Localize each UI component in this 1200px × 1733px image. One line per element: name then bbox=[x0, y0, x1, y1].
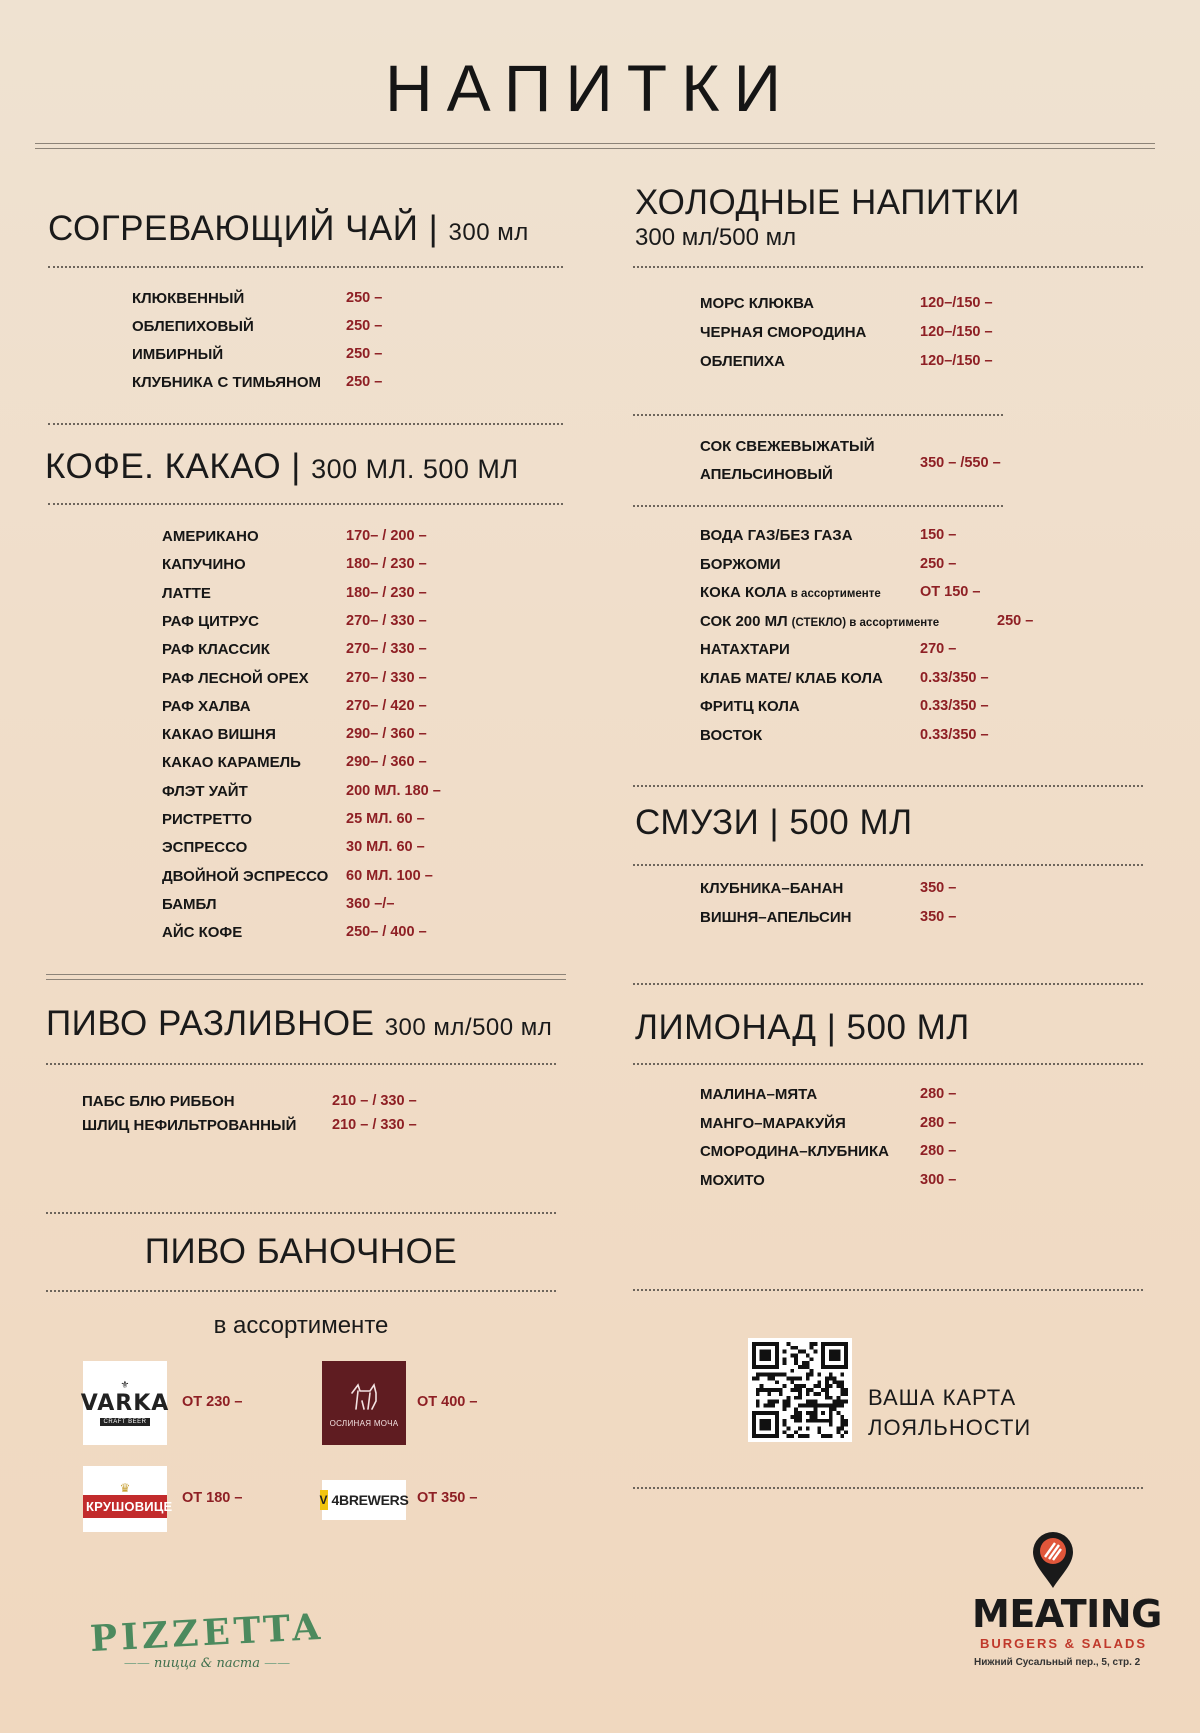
divider bbox=[633, 505, 1003, 507]
coffee-item-name-text: ФЛЭТ УАЙТ bbox=[162, 782, 248, 800]
smoothie-item-name-text: ВИШНЯ–АПЕЛЬСИН bbox=[700, 909, 852, 926]
cold-item-note: в ассортименте bbox=[790, 588, 881, 600]
divider bbox=[633, 785, 1143, 787]
draft-beer-item-name bbox=[82, 1117, 296, 1135]
divider bbox=[633, 1289, 1143, 1291]
mors-item-name-text: ЧЕРНАЯ СМОРОДИНА bbox=[700, 324, 867, 341]
coffee-item-name-text: АЙС КОФЕ bbox=[162, 924, 243, 942]
coffee-item-name bbox=[162, 839, 247, 857]
varka-logo-text: VARKA bbox=[80, 1391, 170, 1416]
coffee-item-name bbox=[162, 896, 216, 914]
tea-item-name-text: ИМБИРНЫЙ bbox=[132, 346, 224, 363]
lemonade-item-name-text: СМОРОДИНА–КЛУБНИКА bbox=[700, 1143, 889, 1160]
coffee-volume: 300 МЛ. 500 МЛ bbox=[311, 454, 519, 484]
cold-item-name-text: ВОДА ГАЗ/БЕЗ ГАЗА bbox=[700, 527, 853, 544]
pizzetta-logo-sub: —— пицца & паста —— bbox=[123, 1656, 291, 1671]
pizzetta-sub-text: пицца & паста bbox=[154, 1656, 260, 1671]
title-divider bbox=[35, 143, 1155, 149]
mors-item-price: 120–/150 – bbox=[920, 295, 993, 311]
cold-heading: ХОЛОДНЫЕ НАПИТКИ bbox=[635, 183, 1020, 222]
varka-emblem-icon: ⚜ bbox=[120, 1380, 130, 1391]
lemonade-item-name bbox=[700, 1086, 817, 1104]
lemonade-item-name bbox=[700, 1172, 765, 1190]
cold-item-name bbox=[700, 727, 762, 745]
coffee-item-name-text: РАФ ЛЕСНОЙ ОРЕХ bbox=[162, 669, 309, 687]
tea-item-price: 250 – bbox=[346, 374, 383, 390]
coffee-item-name bbox=[162, 754, 301, 772]
cold-item-name bbox=[700, 613, 939, 631]
coffee-item-name bbox=[162, 670, 309, 688]
smoothie-item-price: 350 – bbox=[920, 909, 957, 925]
cold-item-name bbox=[700, 641, 790, 659]
draft-beer-item-name-text: ШЛИЦ НЕФИЛЬТРОВАННЫЙ bbox=[82, 1117, 297, 1134]
pizzetta-logo-text: PIZZETTA bbox=[88, 1605, 326, 1661]
tea-item-name-text: ОБЛЕПИХОВЫЙ bbox=[132, 318, 254, 335]
cold-item-name-text: СОК 200 МЛ bbox=[700, 612, 788, 630]
coffee-item-name bbox=[162, 783, 248, 801]
smoothie-item-price: 350 – bbox=[920, 880, 957, 896]
lemonade-heading: ЛИМОНАД | 500 МЛ bbox=[635, 1008, 970, 1047]
divider bbox=[633, 414, 1003, 416]
4brewers-logo-text: 4BREWERS bbox=[331, 1492, 409, 1508]
coffee-item-name bbox=[162, 811, 252, 829]
coffee-item-price: 250– / 400 – bbox=[346, 924, 427, 941]
varka-logo bbox=[80, 1361, 170, 1445]
can-beer-heading: ПИВО БАНОЧНОЕ bbox=[144, 1232, 458, 1271]
tea-item-name bbox=[132, 346, 223, 364]
loyalty-qr-code[interactable] bbox=[748, 1338, 852, 1442]
krushovice-logo-text: КРУШОВИЦЕ bbox=[83, 1495, 167, 1518]
cold-item-name-text: НАТАХТАРИ bbox=[700, 641, 790, 658]
tea-item-price: 250 – bbox=[346, 318, 383, 334]
cold-volume: 300 мл/500 мл bbox=[635, 224, 797, 251]
coffee-item-name-text: РАФ ЦИТРУС bbox=[162, 612, 259, 630]
draft-beer-item-price: 210 – / 330 – bbox=[332, 1117, 417, 1133]
divider bbox=[633, 864, 1143, 866]
oslinaya-mocha-logo bbox=[322, 1361, 406, 1445]
draft-beer-item-name-text: ПАБС БЛЮ РИББОН bbox=[82, 1093, 235, 1110]
cold-item-price: 0.33/350 – bbox=[920, 726, 989, 743]
lemonade-item-price: 280 – bbox=[920, 1143, 957, 1159]
coffee-item-name bbox=[162, 556, 246, 574]
4brewers-price: ОТ 350 – bbox=[417, 1490, 478, 1506]
lemonade-item-price: 280 – bbox=[920, 1086, 957, 1102]
4brewers-mark-icon: V bbox=[320, 1490, 328, 1510]
can-beer-subheading: в ассортименте bbox=[213, 1312, 389, 1339]
cold-item-name bbox=[700, 584, 881, 602]
tea-item-name bbox=[132, 318, 254, 336]
oslinaya-mocha-logo-text: ОСЛИНАЯ МОЧА bbox=[329, 1418, 399, 1428]
lemonade-item-name bbox=[700, 1115, 846, 1133]
loyalty-line1: ВАША КАРТА bbox=[868, 1385, 1017, 1410]
meating-logo-sub: BURGERS & SALADS bbox=[980, 1636, 1148, 1651]
cold-item-price: 250 – bbox=[920, 555, 957, 572]
coffee-item-price: 270– / 330 – bbox=[346, 641, 427, 658]
restaurant-address: Нижний Сусальный пер., 5, стр. 2 bbox=[974, 1657, 1141, 1668]
meating-logo-text: MEATING bbox=[972, 1592, 1162, 1636]
lemonade-item-name bbox=[700, 1143, 889, 1161]
tea-volume: 300 мл bbox=[448, 219, 529, 246]
coffee-item-name-text: ДВОЙНОЙ ЭСПРЕССО bbox=[162, 867, 329, 885]
divider bbox=[633, 266, 1143, 268]
lemonade-item-name-text: МАЛИНА–МЯТА bbox=[700, 1086, 818, 1103]
tea-item-name bbox=[132, 290, 244, 308]
coffee-item-price: 360 –/– bbox=[346, 895, 395, 912]
section-divider bbox=[46, 974, 566, 980]
lemonade-item-name-text: МАНГО–МАРАКУЙЯ bbox=[700, 1114, 846, 1132]
varka-logo-sub: CRAFT BEER bbox=[100, 1418, 151, 1426]
qr-code-icon bbox=[752, 1342, 848, 1438]
pizzetta-logo bbox=[82, 1605, 332, 1671]
coffee-item-price: 270– / 330 – bbox=[346, 612, 427, 629]
divider bbox=[48, 503, 563, 505]
cold-item-name-text: КОКА КОЛА bbox=[700, 584, 787, 601]
coffee-item-name bbox=[162, 613, 259, 631]
krushovice-price: ОТ 180 – bbox=[182, 1490, 243, 1506]
tea-item-name-text: КЛЮКВЕННЫЙ bbox=[132, 290, 245, 307]
divider bbox=[633, 983, 1143, 985]
cold-item-price: 270 – bbox=[920, 641, 957, 657]
cold-item-price: 0.33/350 – bbox=[920, 698, 989, 714]
tea-heading-text: СОГРЕВАЮЩИЙ ЧАЙ | bbox=[48, 209, 439, 248]
coffee-item-name-text: КАПУЧИНО bbox=[162, 556, 246, 574]
coffee-heading-text: КОФЕ. КАКАО | bbox=[45, 447, 301, 486]
cold-item-name-text: ФРИТЦ КОЛА bbox=[700, 698, 800, 715]
juice-name-line1: СОК СВЕЖЕВЫЖАТЫЙ bbox=[700, 438, 875, 455]
smoothie-heading: СМУЗИ | 500 МЛ bbox=[635, 803, 913, 842]
mors-item-name bbox=[700, 324, 866, 342]
divider bbox=[633, 1063, 1143, 1065]
krushovice-logo bbox=[83, 1466, 173, 1532]
mors-item-name-text: ОБЛЕПИХА bbox=[700, 353, 786, 370]
coffee-item-name bbox=[162, 528, 259, 546]
smoothie-item-name bbox=[700, 880, 843, 898]
divider bbox=[633, 1487, 1143, 1489]
coffee-item-name-text: РАФ ХАЛВА bbox=[162, 697, 251, 715]
page-title: НАПИТКИ bbox=[384, 51, 796, 125]
draft-beer-heading bbox=[46, 1005, 552, 1044]
juice-price: 350 – /550 – bbox=[920, 455, 1001, 471]
coffee-item-price: 170– / 200 – bbox=[346, 528, 427, 544]
coffee-item-price: 60 МЛ. 100 – bbox=[346, 867, 433, 884]
smoothie-item-name bbox=[700, 909, 851, 927]
cold-item-note: (СТЕКЛО) в ассортименте bbox=[791, 616, 940, 629]
divider bbox=[48, 266, 563, 268]
cold-item-name-text: БОРЖОМИ bbox=[700, 555, 781, 573]
tea-item-price: 250 – bbox=[346, 290, 383, 306]
crown-icon: ♛ bbox=[119, 1480, 131, 1495]
coffee-item-price: 270– / 420 – bbox=[346, 697, 427, 714]
mors-item-price: 120–/150 – bbox=[920, 353, 993, 369]
coffee-item-name-text: БАМБЛ bbox=[162, 895, 217, 913]
coffee-item-name bbox=[162, 868, 328, 886]
coffee-item-price: 180– / 230 – bbox=[346, 584, 427, 601]
coffee-item-name bbox=[162, 726, 276, 744]
lemonade-item-price: 280 – bbox=[920, 1114, 957, 1131]
coffee-item-price: 30 МЛ. 60 – bbox=[346, 839, 425, 856]
tea-item-price: 250 – bbox=[346, 346, 383, 362]
coffee-item-name bbox=[162, 585, 211, 603]
mors-item-name bbox=[700, 295, 814, 313]
coffee-item-price: 290– / 360 – bbox=[346, 726, 427, 743]
coffee-item-name bbox=[162, 924, 242, 942]
coffee-item-name-text: ЭСПРЕССО bbox=[162, 839, 248, 857]
coffee-item-price: 180– / 230 – bbox=[346, 556, 427, 573]
smoothie-item-name-text: КЛУБНИКА–БАНАН bbox=[700, 880, 844, 897]
loyalty-line2: ЛОЯЛЬНОСТИ bbox=[868, 1415, 1032, 1441]
cold-item-name bbox=[700, 670, 883, 688]
cold-item-name bbox=[700, 527, 853, 545]
coffee-item-name-text: РАФ КЛАССИК bbox=[162, 641, 270, 659]
map-pin-icon bbox=[1030, 1530, 1076, 1590]
cold-item-name bbox=[700, 698, 800, 716]
coffee-item-price: 25 МЛ. 60 – bbox=[346, 811, 425, 827]
mors-item-price: 120–/150 – bbox=[920, 324, 993, 340]
oslinaya-mocha-price: ОТ 400 – bbox=[417, 1394, 478, 1410]
cold-item-name-text: ВОСТОК bbox=[700, 726, 763, 744]
draft-beer-volume: 300 мл/500 мл bbox=[384, 1014, 553, 1041]
divider bbox=[46, 1290, 556, 1292]
coffee-item-name-text: АМЕРИКАНО bbox=[162, 528, 259, 545]
coffee-item-price: 200 МЛ. 180 – bbox=[346, 782, 441, 799]
juice-name-line2: АПЕЛЬСИНОВЫЙ bbox=[700, 466, 833, 483]
draft-beer-heading-text: ПИВО РАЗЛИВНОЕ bbox=[46, 1004, 375, 1043]
coffee-heading bbox=[45, 448, 519, 487]
divider bbox=[48, 423, 563, 425]
cold-item-price: ОТ 150 – bbox=[920, 584, 981, 600]
coffee-item-price: 290– / 360 – bbox=[346, 754, 427, 771]
cold-item-price: 150 – bbox=[920, 527, 957, 543]
divider bbox=[46, 1212, 556, 1214]
lemonade-item-price: 300 – bbox=[920, 1171, 957, 1188]
lemonade-item-name-text: МОХИТО bbox=[700, 1171, 765, 1189]
draft-beer-item-name bbox=[82, 1093, 235, 1111]
cold-item-price: 0.33/350 – bbox=[920, 669, 989, 686]
coffee-item-price: 270– / 330 – bbox=[346, 669, 427, 686]
coffee-item-name bbox=[162, 641, 270, 659]
tea-item-name-text: КЛУБНИКА С ТИМЬЯНОМ bbox=[132, 374, 321, 391]
draft-beer-item-price: 210 – / 330 – bbox=[332, 1093, 417, 1109]
mors-item-name bbox=[700, 353, 785, 371]
tea-heading bbox=[48, 210, 529, 249]
coffee-item-name-text: КАКАО ВИШНЯ bbox=[162, 726, 276, 744]
varka-price: ОТ 230 – bbox=[182, 1394, 243, 1410]
loyalty-text bbox=[868, 1383, 1031, 1444]
cold-item-price: 250 – bbox=[997, 612, 1034, 629]
coffee-item-name bbox=[162, 698, 251, 716]
donkey-icon bbox=[346, 1379, 382, 1413]
cold-item-name bbox=[700, 556, 781, 574]
4brewers-logo bbox=[319, 1480, 409, 1520]
coffee-item-name-text: РИСТРЕТТО bbox=[162, 811, 253, 828]
cold-item-name-text: КЛАБ МАТЕ/ КЛАБ КОЛА bbox=[700, 669, 883, 687]
coffee-item-name-text: КАКАО КАРАМЕЛЬ bbox=[162, 754, 301, 772]
mors-item-name-text: МОРС КЛЮКВА bbox=[700, 295, 815, 312]
divider bbox=[46, 1063, 556, 1065]
tea-item-name bbox=[132, 374, 321, 392]
coffee-item-name-text: ЛАТТЕ bbox=[162, 584, 211, 602]
